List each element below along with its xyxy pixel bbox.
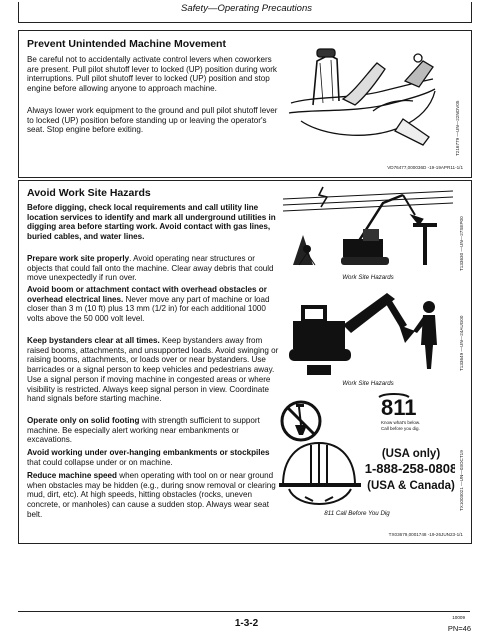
section-work-site-hazards [18,180,472,544]
bystanders-text: Keep bystanders away from raised booms, attachments, and unsupported loads. Avoid swinging or raising booms, attachments, or loads over or near bystanders. Use barricades or a signal person to keep vehicles and pedestrians away. Use a signal person if moving machine in congested areas or where visibility is restricted. Always keep signal person in view. Coordinate hand signals before starting machine. [27,336,279,404]
paragraph-speed [27,471,279,520]
bystander-figure [287,285,451,377]
paragraph-prepare [27,254,279,283]
figure-id: T133630 —UN—27SEP00 [459,216,464,271]
excavator-bystander-icon [287,285,451,377]
usa-canada-label: (USA & Canada) [367,480,455,492]
paragraph-bystanders [27,336,279,404]
call811-call: Call before you dig. [381,426,420,431]
call811-number: 811 [381,395,417,420]
overhang-text: that could collapse under or on machine. [27,457,173,467]
reference-code: VD76477,000036D -19-19APR11-1/1 [387,165,463,170]
reference-code: TX03679,0001748 -19-26JUN23-1/1 [388,532,463,537]
section-title: Avoid Work Site Hazards [27,187,151,199]
paragraph: Always lower work equipment to the ground and pull pilot shutoff lever to locked (UP) position before standing up or leaving the operator's seat. Stop engine before exiting. [27,106,278,135]
section-prevent-movement [18,30,472,178]
paragraph-solid-footing [27,416,279,445]
figure-id: T133649 —UN—24AUG00 [459,315,464,371]
paragraph-intro [27,203,279,242]
paragraph-overhang [27,448,279,467]
pilot-shutoff-lever-icon [273,41,451,161]
section-title: Prevent Unintended Machine Movement [27,38,226,50]
overhead-lines-figure [283,185,453,273]
paragraph: Be careful not to accidentally activate control levers when coworkers are present. Pull pilot shutoff lever to locked (UP) position during work interruptions. Pull pilot shutoff lever to locked (UP) position and stop engine before allowing anyone to approach machine. [27,55,277,94]
prepare-text: . Avoid operating near structures or objects that could fall onto the machine. Clear away debris that could move unexpectedly if run over. [27,254,274,283]
boom-bold: Avoid boom or attachment contact with overhead obstacles or overhead electrical lines. [27,285,267,304]
bystanders-bold: Keep bystanders clear at all times. [27,336,160,345]
call811-know: Know what's below. [381,420,421,425]
boom-text: Never move any part of machine or load closer than 3 m (10 ft) plus 13 mm (1/2 in) for each additional 1000 volts above the 50 000 volt level. [27,294,270,324]
figure-caption: Work Site Hazards [342,380,394,387]
overhead-line-excavator-icon [283,185,453,273]
overhang-bold: Avoid working under over-hanging embankments or stockpiles [27,448,270,457]
intro-text: Before digging, check local requirements and call utility line location services to identify and mark all underground utilities in digging area before starting work. Avoid contact with gas lines, buried cables, and water lines. [27,203,276,242]
page-header-title: Safety—Operating Precautions [181,3,312,14]
figure-id: T216779 —UN—22NOV05 [455,100,460,156]
figure-caption: 811 Call Before You Dig [324,510,390,517]
figure-caption: Work Site Hazards [342,274,394,281]
page-number: 1-3-2 [234,618,259,629]
pn-label: PN=46 [447,624,471,633]
pilot-shutoff-lever-figure [273,41,451,161]
usa-only-label: (USA only) [381,448,441,460]
footer-code: 10009 [452,615,465,620]
call-811-figure [277,393,455,515]
figure-id: TX1003021 —UN—03OCT19 [459,450,464,511]
speed-bold: Reduce machine speed [27,471,117,480]
hard-hat-worker-icon [279,443,361,504]
solid-bold: Operate only on solid footing [27,416,140,425]
no-digging-icon [282,402,320,440]
speed-text: when operating with tool on or near ground when obstacles may be hidden (e.g., during snow removal or clearing mud, dirt, etc). At high speeds, hitting obstacles (rocks, uneven concrete, or manholes) can cause a sudden stop. Always wear seat belt. [27,471,276,519]
phone-number: 1-888-258-0808 [364,461,455,476]
footer-rule [18,611,470,612]
call-811-graphic [277,393,455,515]
solid-text: with strength sufficient to support machine. Be especially alert working near embankments or excavations. [27,416,260,445]
paragraph-boom [27,285,279,324]
prepare-bold: Prepare work site properly [27,254,130,263]
